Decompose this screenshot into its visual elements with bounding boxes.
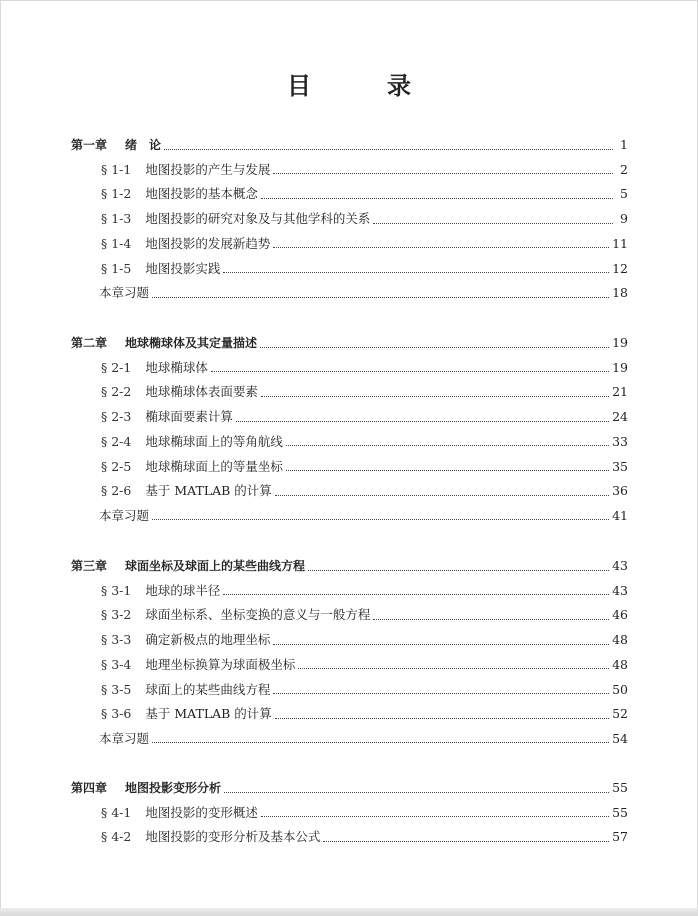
page-title: 目 录 <box>287 71 437 100</box>
section-title: 地图投影的产生与发展 <box>145 161 271 177</box>
section-number: § 1-3 <box>101 211 132 227</box>
page-number: 55 <box>612 804 628 820</box>
section-title: 基于 MATLAB 的计算 <box>145 706 272 722</box>
leader-dots <box>373 213 613 224</box>
leader-dots <box>152 732 609 743</box>
section-title: 地图投影的变形概述 <box>145 804 258 820</box>
section-number: § 3-3 <box>101 632 132 648</box>
toc-section-row <box>101 185 628 203</box>
chapter-label: 第四章 <box>71 781 108 795</box>
page-number: 41 <box>612 507 628 523</box>
page-number: 9 <box>620 211 628 227</box>
leader-dots <box>323 831 609 842</box>
toc-exercises-row <box>99 284 628 302</box>
page-number: 12 <box>612 260 628 276</box>
toc-section-row <box>101 210 628 228</box>
chapter-label: 第一章 <box>71 138 108 152</box>
toc-section-row <box>101 359 628 377</box>
chapter-label: 第二章 <box>71 336 108 350</box>
leader-dots <box>373 609 609 620</box>
page-number: 24 <box>612 409 628 425</box>
toc-section-row <box>101 482 628 500</box>
toc-section-row <box>101 433 628 451</box>
toc-section-row <box>101 681 628 699</box>
toc-section-row <box>101 656 628 674</box>
leader-dots <box>236 411 609 422</box>
section-number: § 3-1 <box>101 582 132 598</box>
section-title: 地图投影的变形分析及基本公式 <box>145 829 321 845</box>
page-number: 48 <box>612 656 628 672</box>
toc-chapter-row <box>71 334 628 352</box>
page-number: 19 <box>612 335 628 350</box>
leader-dots <box>261 806 609 817</box>
section-number: § 1-5 <box>101 260 132 276</box>
leader-dots <box>273 634 609 645</box>
section-title: 地球椭球体表面要素 <box>145 384 258 400</box>
section-number: § 2-5 <box>101 458 132 474</box>
toc-section-row <box>101 161 628 179</box>
section-title: 地理坐标换算为球面极坐标 <box>145 656 296 672</box>
section-number: § 1-2 <box>101 186 132 202</box>
leader-dots <box>273 163 613 174</box>
section-title: 地图投影实践 <box>145 260 221 276</box>
toc-section-row <box>101 383 628 401</box>
page-number: 11 <box>612 235 628 251</box>
leader-dots <box>273 237 609 248</box>
section-title: 本章习题 <box>99 285 150 301</box>
leader-dots <box>308 560 609 571</box>
page-number: 55 <box>612 780 628 795</box>
toc-chapter-row <box>71 136 628 154</box>
section-title: 地球椭球体 <box>145 359 208 375</box>
toc-section-row <box>101 235 628 253</box>
section-number: § 3-2 <box>101 607 132 623</box>
section-title: 确定新极点的地理坐标 <box>145 632 271 648</box>
chapter-label: 第三章 <box>71 559 108 573</box>
section-number: § 2-3 <box>101 409 132 425</box>
section-title: 地球椭球面上的等量坐标 <box>145 458 283 474</box>
page-number: 43 <box>612 558 628 573</box>
section-number: § 4-2 <box>101 829 132 845</box>
page-number: 43 <box>612 582 628 598</box>
page-bottom-shadow <box>0 908 698 916</box>
toc-section-row <box>101 458 628 476</box>
toc-section-row <box>101 705 628 723</box>
leader-dots <box>275 708 609 719</box>
section-title: 本章习题 <box>99 730 150 746</box>
chapter-title: 地图投影变形分析 <box>125 781 222 795</box>
page-number: 57 <box>612 829 628 845</box>
leader-dots <box>164 139 613 150</box>
page-number: 36 <box>612 483 628 499</box>
page-number: 54 <box>612 730 628 746</box>
section-number: § 2-4 <box>101 433 132 449</box>
toc-section-row <box>101 828 628 846</box>
page-number: 21 <box>612 384 628 400</box>
page-number: 19 <box>612 359 628 375</box>
chapter-title: 地球椭球体及其定量描述 <box>125 336 258 350</box>
section-title: 地球的球半径 <box>145 582 221 598</box>
page-number: 5 <box>620 186 628 202</box>
section-number: § 4-1 <box>101 804 132 820</box>
section-title: 球面坐标系、坐标变换的意义与一般方程 <box>145 607 371 623</box>
toc-section-row <box>101 606 628 624</box>
leader-dots <box>152 287 609 298</box>
section-number: § 2-2 <box>101 384 132 400</box>
toc-section-row <box>101 408 628 426</box>
leader-dots <box>261 386 609 397</box>
section-title: 本章习题 <box>99 507 150 523</box>
leader-dots <box>223 584 609 595</box>
toc-section-row <box>101 260 628 278</box>
page-number: 48 <box>612 632 628 648</box>
section-title: 椭球面要素计算 <box>145 409 233 425</box>
chapter-title: 球面坐标及球面上的某些曲线方程 <box>125 559 306 573</box>
leader-dots <box>273 683 609 694</box>
leader-dots <box>286 460 609 471</box>
section-title: 地图投影的发展新趋势 <box>145 235 271 251</box>
leader-dots <box>211 361 609 372</box>
page-number: 2 <box>620 161 628 177</box>
section-title: 地图投影的研究对象及与其他学科的关系 <box>145 211 371 227</box>
page-number: 1 <box>620 137 628 152</box>
toc-section-row <box>101 804 628 822</box>
page-number: 35 <box>612 458 628 474</box>
page-number: 18 <box>612 285 628 301</box>
section-number: § 3-6 <box>101 706 132 722</box>
chapter-title: 绪 论 <box>125 138 162 152</box>
page-number: 46 <box>612 607 628 623</box>
leader-dots <box>224 782 609 793</box>
leader-dots <box>275 485 609 496</box>
toc-section-row <box>101 582 628 600</box>
leader-dots <box>152 509 609 520</box>
leader-dots <box>223 262 609 273</box>
section-number: § 2-1 <box>101 359 132 375</box>
page-number: 52 <box>612 706 628 722</box>
section-number: § 1-4 <box>101 235 132 251</box>
section-title: 地图投影的基本概念 <box>145 186 258 202</box>
toc-exercises-row <box>99 507 628 525</box>
section-title: 球面上的某些曲线方程 <box>145 681 271 697</box>
section-number: § 2-6 <box>101 483 132 499</box>
section-title: 基于 MATLAB 的计算 <box>145 483 272 499</box>
section-number: § 1-1 <box>101 161 132 177</box>
leader-dots <box>261 188 613 199</box>
leader-dots <box>260 337 609 348</box>
section-number: § 3-5 <box>101 681 132 697</box>
leader-dots <box>298 658 609 669</box>
toc-section-row <box>101 631 628 649</box>
section-number: § 3-4 <box>101 656 132 672</box>
page-number: 50 <box>612 681 628 697</box>
section-title: 地球椭球面上的等角航线 <box>145 433 283 449</box>
leader-dots <box>286 435 609 446</box>
toc-chapter-row <box>71 557 628 575</box>
page-number: 33 <box>612 433 628 449</box>
toc-exercises-row <box>99 730 628 748</box>
toc-chapter-row <box>71 779 628 797</box>
